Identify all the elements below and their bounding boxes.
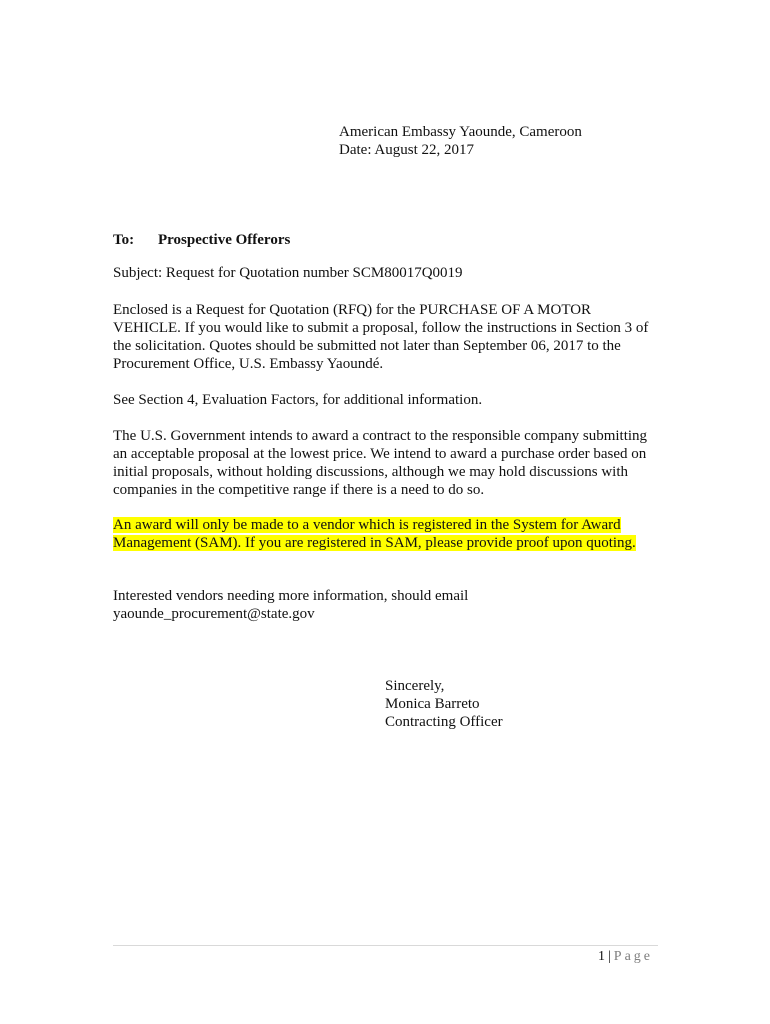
paragraph-line: an acceptable proposal at the lowest price. We intend to award a purchase order based on	[113, 446, 647, 462]
signature-block	[385, 677, 503, 731]
paragraph-line: initial proposals, without holding discussions, although we may hold discussions with	[113, 464, 628, 480]
highlighted-text: Management (SAM). If you are registered in SAM, please provide proof upon quoting.	[113, 535, 636, 551]
paragraph-rfq	[113, 301, 648, 373]
page-number: 1	[597, 949, 605, 964]
paragraph-evaluation: See Section 4, Evaluation Factors, for additional information.	[113, 392, 483, 408]
footer-separator: |	[607, 949, 611, 964]
paragraph-line: VEHICLE. If you would like to submit a proposal, follow the instructions in Section 3 of	[113, 320, 649, 336]
closing: Sincerely,	[385, 678, 445, 694]
contact-paragraph	[113, 587, 468, 623]
embassy-location: American Embassy Yaounde, Cameroon	[339, 124, 582, 140]
paragraph-line: Enclosed is a Request for Quotation (RFQ) for the PURCHASE OF A MOTOR	[113, 302, 592, 318]
recipient-line	[113, 231, 290, 249]
letter-header	[339, 123, 582, 159]
paragraph-line: Procurement Office, U.S. Embassy Yaoundé.	[113, 356, 384, 372]
subject-line: Subject: Request for Quotation number SCM80017Q0019	[113, 265, 463, 281]
paragraph-line: The U.S. Government intends to award a contract to the responsible company submitting	[113, 428, 648, 444]
sam-requirement-paragraph	[113, 516, 636, 552]
page-word: Page	[613, 949, 653, 964]
paragraph-award-intent	[113, 427, 647, 499]
letter-date: Date: August 22, 2017	[339, 142, 474, 158]
signer-title: Contracting Officer	[385, 714, 503, 730]
recipient-name: Prospective Offerors	[158, 232, 291, 248]
footer-divider	[113, 945, 658, 946]
page-footer	[598, 948, 653, 966]
paragraph-line: the solicitation. Quotes should be submitted not later than September 06, 2017 to the	[113, 338, 621, 354]
paragraph-line: companies in the competitive range if there is a need to do so.	[113, 482, 485, 498]
contact-text: Interested vendors needing more information, should email	[113, 588, 469, 604]
contact-email: yaounde_procurement@state.gov	[113, 606, 315, 622]
to-label: To:	[113, 232, 135, 248]
highlighted-text: An award will only be made to a vendor which is registered in the System for Award	[113, 517, 621, 533]
signer-name: Monica Barreto	[385, 696, 480, 712]
